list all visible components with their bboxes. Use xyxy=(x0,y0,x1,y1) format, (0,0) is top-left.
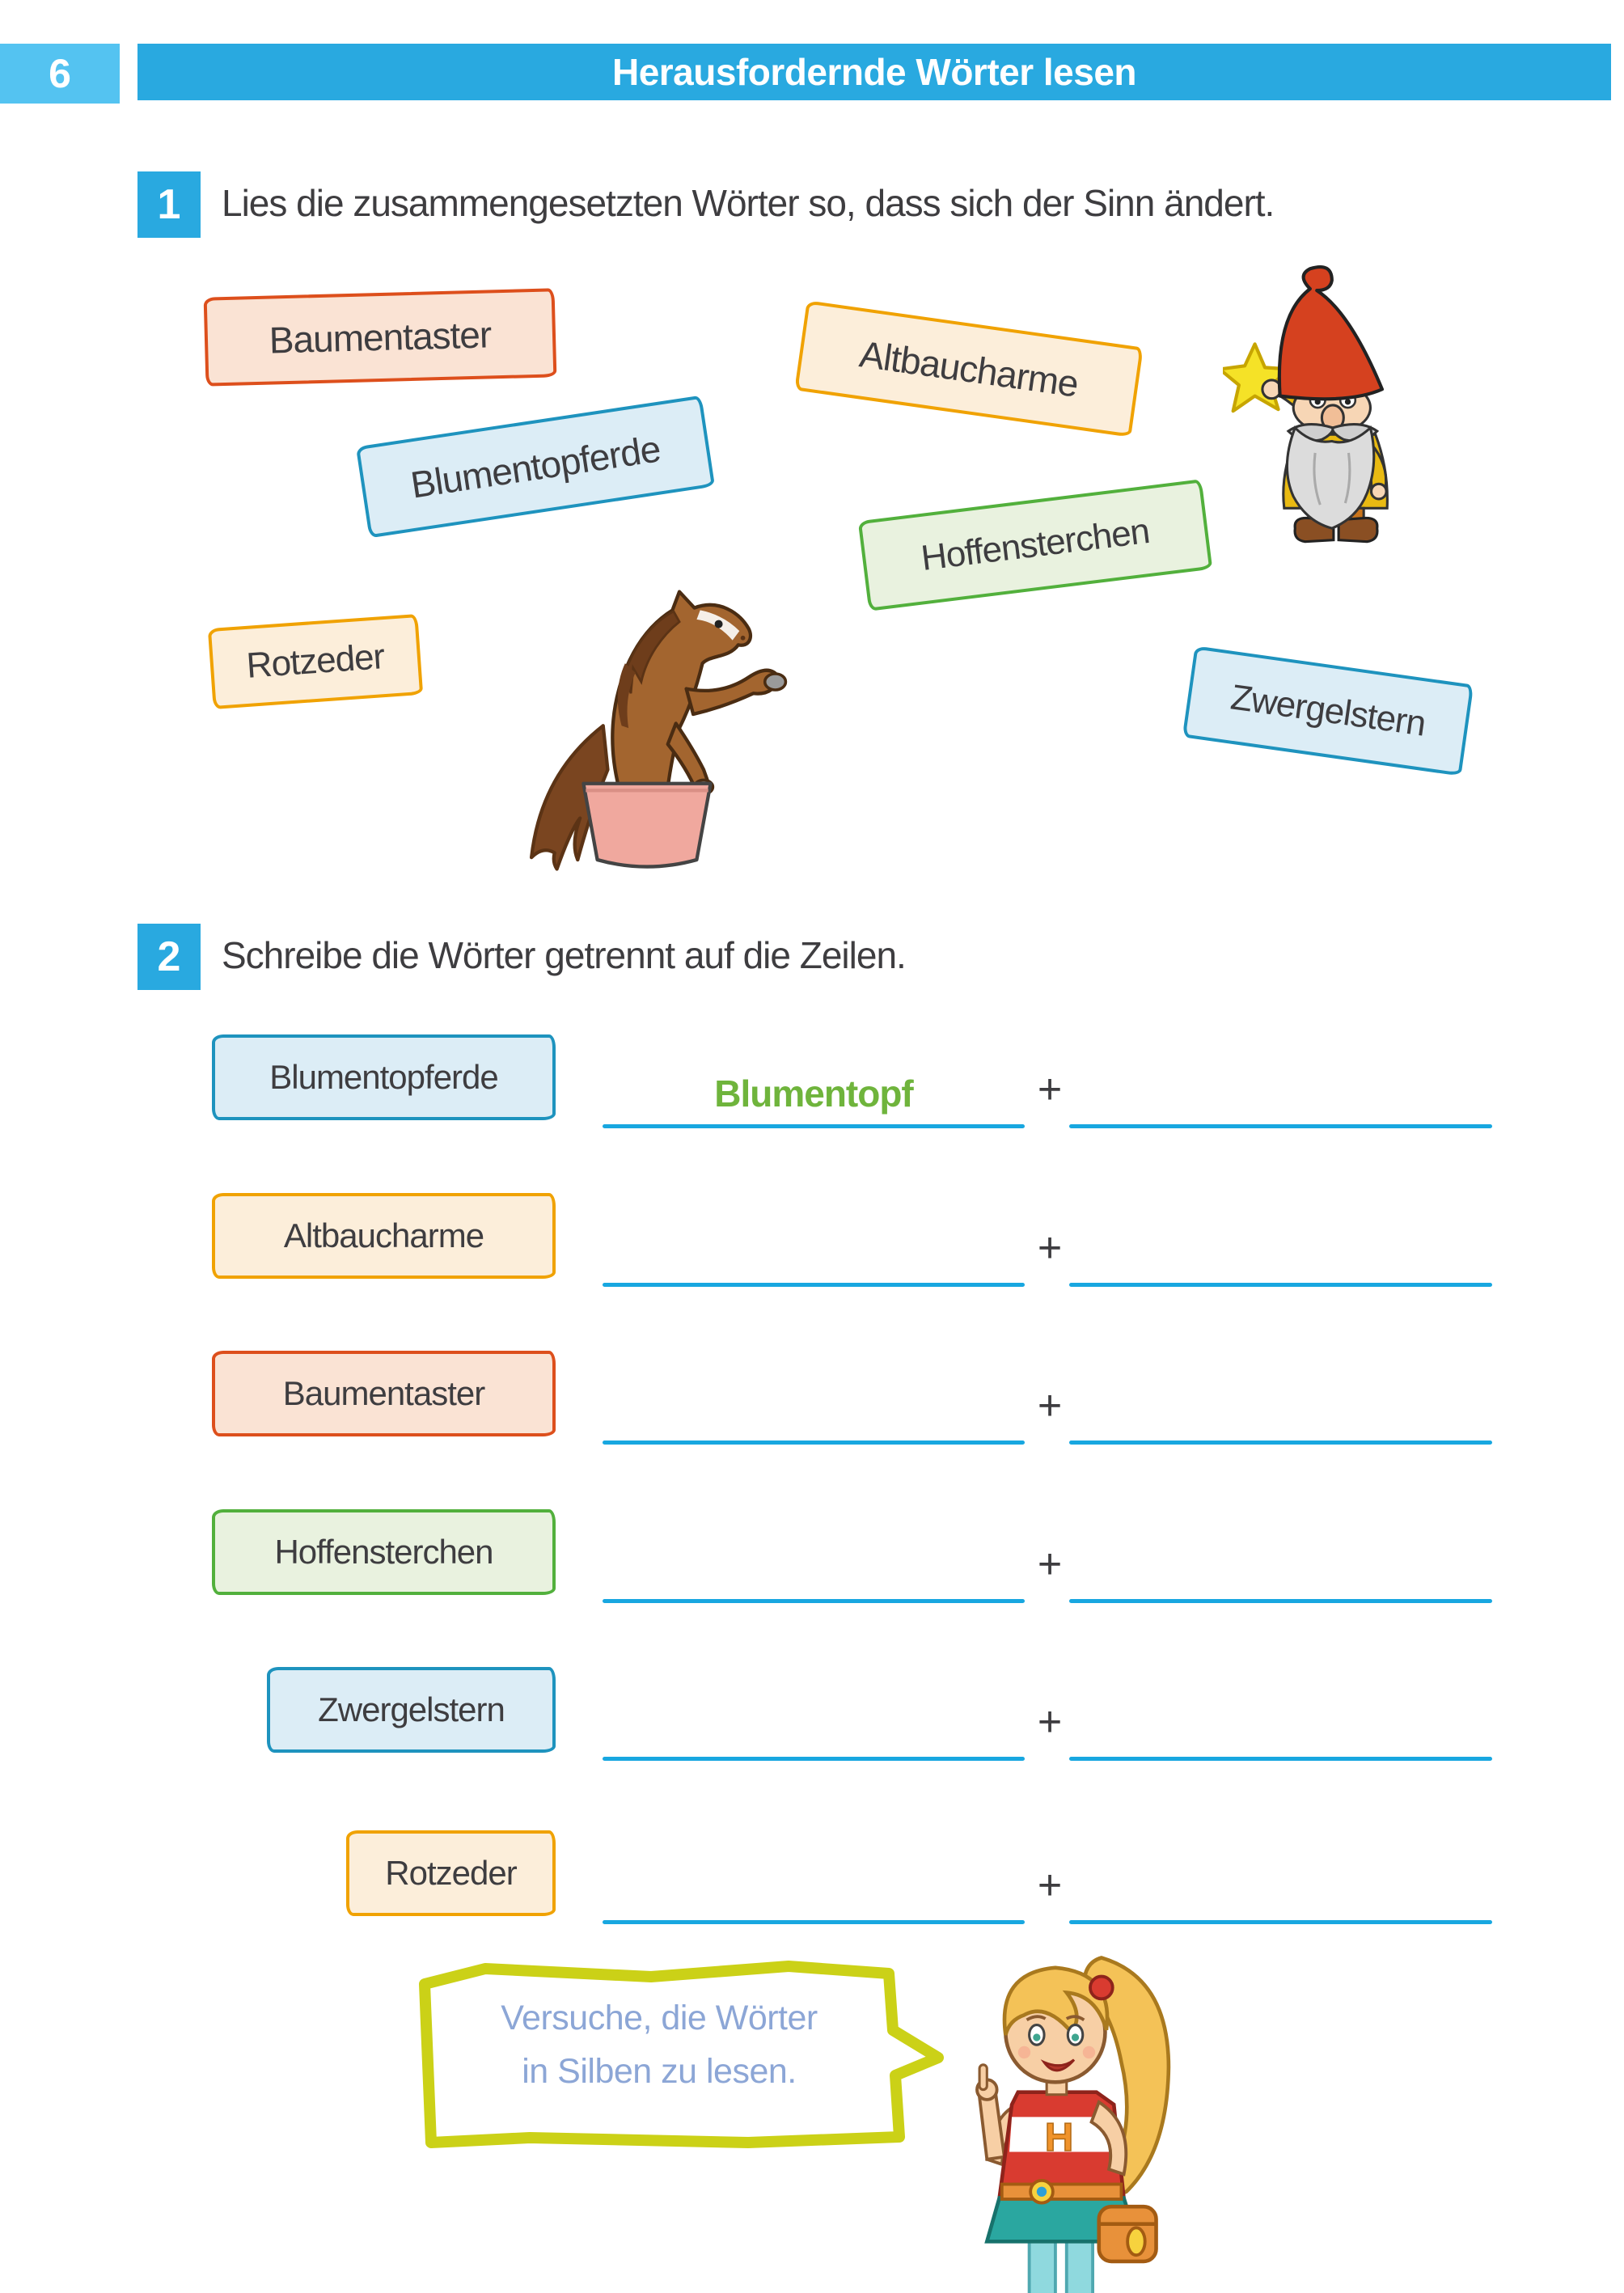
plus-sign: + xyxy=(1037,1066,1063,1113)
word-card-hoffensterchen xyxy=(858,479,1212,611)
page-header-bar xyxy=(137,44,1611,100)
word-card-baumentaster xyxy=(204,288,557,386)
answer-line-1[interactable] xyxy=(603,1441,1025,1445)
word-card-label: Hoffensterchen xyxy=(919,510,1152,579)
word-card xyxy=(267,1667,556,1753)
task2-row-hoffensterchen xyxy=(137,1508,1496,1603)
word-card xyxy=(212,1509,556,1595)
answer-line-2[interactable] xyxy=(1069,1599,1492,1603)
page-number-tab: 6 xyxy=(0,44,120,104)
plus-sign: + xyxy=(1037,1225,1063,1271)
word-card-label: Altbaucharme xyxy=(283,1216,484,1254)
word-card-label: Rotzeder xyxy=(245,637,386,686)
plus-sign: + xyxy=(1037,1541,1063,1588)
task2-number-box: 2 xyxy=(137,924,201,990)
gnome-hat xyxy=(1279,267,1382,399)
word-card-label: Blumentopferde xyxy=(269,1058,498,1096)
horse-in-flowerpot-illustration xyxy=(473,552,821,876)
page-title: Herausfordernde Wörter lesen xyxy=(611,51,1137,93)
word-card xyxy=(346,1830,556,1916)
task2-header xyxy=(137,924,906,990)
word-card-label: Baumentaster xyxy=(269,313,492,362)
speech-line-1: Versuche, die Wörter xyxy=(501,1999,818,2037)
word-card-label: Baumentaster xyxy=(282,1374,485,1412)
answer-line-1[interactable] xyxy=(603,1124,1025,1128)
speech-bubble xyxy=(408,1956,958,2158)
answer-line-2[interactable] xyxy=(1069,1920,1492,1924)
task1-number-box: 1 xyxy=(137,171,201,238)
answer-text: Blumentopf xyxy=(714,1072,913,1115)
word-card-label: Altbaucharme xyxy=(856,332,1081,405)
task1-instruction: Lies die zusammengesetzten Wörter so, dass sich der Sinn ändert. xyxy=(222,182,1275,224)
word-card-label: Rotzeder xyxy=(385,1854,517,1892)
task2-row-zwergelstern xyxy=(137,1665,1496,1761)
word-card-label: Zwergelstern xyxy=(318,1690,505,1728)
word-card-rotzeder xyxy=(208,614,423,709)
word-card-label: Blumentopferde xyxy=(408,427,663,506)
flowerpot xyxy=(583,784,710,867)
plus-sign: + xyxy=(1037,1699,1063,1745)
word-card xyxy=(212,1351,556,1436)
word-card-altbaucharme xyxy=(794,300,1144,437)
word-card-blumentopferde xyxy=(356,396,715,539)
plus-sign: + xyxy=(1037,1382,1063,1429)
speech-line-2: in Silben zu lesen. xyxy=(522,2052,797,2091)
task2-instruction: Schreibe die Wörter getrennt auf die Zeilen. xyxy=(222,934,906,976)
task2-row-altbaucharme xyxy=(137,1191,1496,1287)
answer-line-1[interactable] xyxy=(603,1757,1025,1761)
answer-line-2[interactable] xyxy=(1069,1441,1492,1445)
word-card-label: Hoffensterchen xyxy=(274,1533,493,1571)
answer-line-1[interactable] xyxy=(603,1920,1025,1924)
task2-row-rotzeder xyxy=(137,1829,1496,1924)
answer-line-1[interactable] xyxy=(603,1283,1025,1287)
answer-line-2[interactable] xyxy=(1069,1283,1492,1287)
word-card xyxy=(212,1034,556,1120)
answer-line-2[interactable] xyxy=(1069,1757,1492,1761)
shirt-letter: H xyxy=(1044,2114,1074,2160)
task2-row-blumentopferde xyxy=(137,1033,1496,1128)
task1-header xyxy=(137,171,1274,238)
answer-line-2[interactable] xyxy=(1069,1124,1492,1128)
girl-pointing-up-illustration xyxy=(912,1943,1236,2293)
gnome-with-star-illustration xyxy=(1223,264,1449,548)
speech-bubble-text xyxy=(433,1991,886,2098)
answer-line-1[interactable] xyxy=(603,1599,1025,1603)
plus-sign: + xyxy=(1037,1862,1063,1909)
word-card-zwergelstern xyxy=(1182,645,1474,776)
word-card-label: Zwergelstern xyxy=(1228,677,1428,744)
task2-row-baumentaster xyxy=(137,1349,1496,1445)
word-card xyxy=(212,1193,556,1279)
